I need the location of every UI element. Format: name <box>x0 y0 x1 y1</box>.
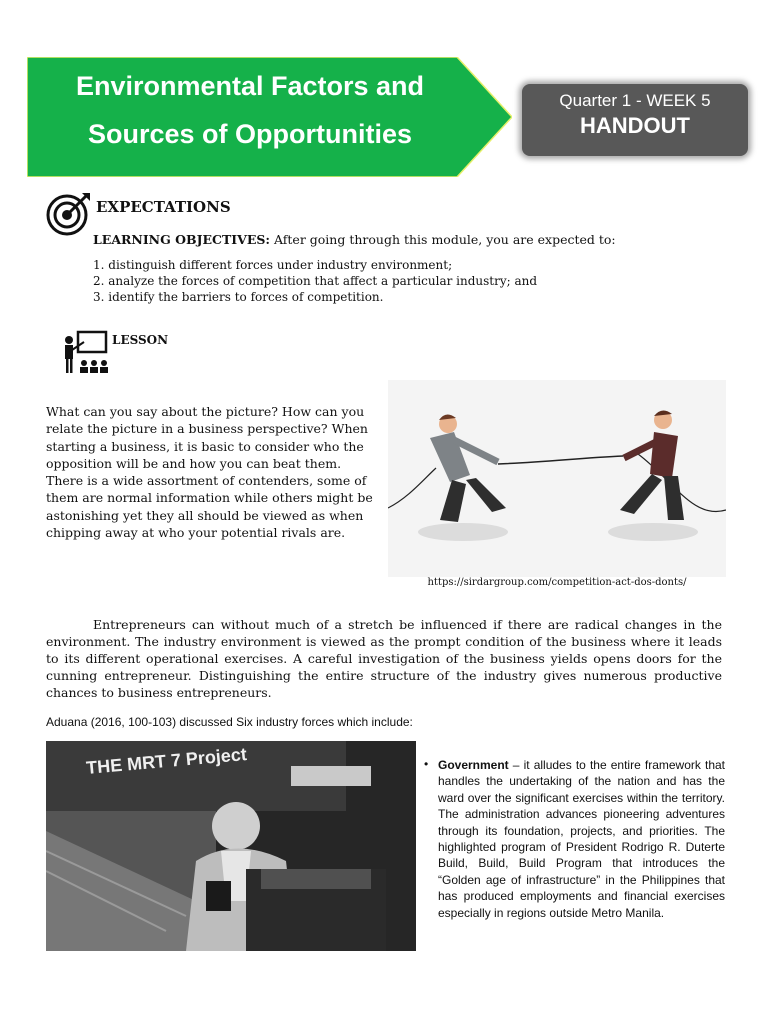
government-description: – it alludes to the entire framework that handles the undertaking of the nation and has the ward over the significant exercises within the territory. The administration advances pioneering adventures through its foundation, projects, and priorities. The highlighted program of President Rodrigo R. Duterte Build, Build, Build Program that introduces the “Golden age of infrastructure” in the Philippines that has produced employments and financial exercises especially in regions outside Metro Manila. <box>438 758 725 920</box>
mrt7-banner-text: THE MRT 7 Project <box>85 744 248 778</box>
six-forces-intro: Aduana (2016, 100-103) discussed Six industry forces which include: <box>46 715 413 729</box>
industry-environment-paragraph: Entrepreneurs can without much of a stretch be influenced if there are radical changes in the environment. The industry environment is viewed as the prompt condition of the business where it leads to its different operational exercises. A careful investigation of the business yields opens doors for the cunning entrepreneur. Distinguishing the entire structure of the industry gives numerous productive chances to business entrepreneurs. <box>46 617 722 700</box>
objective-item: 3. identify the barriers to forces of competition. <box>93 290 384 304</box>
teacher-presentation-icon <box>62 330 110 374</box>
objective-item: 1. distinguish different forces under industry environment; <box>93 258 453 272</box>
tug-of-war-picture <box>388 380 726 577</box>
government-item <box>438 757 725 921</box>
handout-badge <box>522 84 748 156</box>
government-term: Government <box>438 758 509 772</box>
learning-objectives-line <box>93 232 616 247</box>
page-title <box>40 70 460 166</box>
objectives-list <box>93 257 537 305</box>
picture-caption: https://sirdargroup.com/competition-act-dos-donts/ <box>427 577 687 588</box>
title-line-1: Environmental Factors and <box>75 71 425 101</box>
mrt7-speech-photo <box>46 741 416 951</box>
lesson-heading: LESSON <box>112 333 169 347</box>
intro-paragraph: What can you say about the picture? How can you relate the picture in a business perspective? When starting a business, it is basic to consider who the opposition will be and how you can beat them. There is a wide assortment of contenders, some of them are normal information while others might be astonishing yet they all should be viewed as when chipping away at who your potential rivals are. <box>46 404 373 541</box>
bullet-icon: • <box>424 757 429 771</box>
objective-item: 2. analyze the forces of competition that affect a particular industry; and <box>93 274 538 288</box>
handout-label: HANDOUT <box>580 113 690 138</box>
target-icon <box>46 191 92 237</box>
title-line-2: Sources of Opportunities <box>87 119 413 149</box>
learning-objectives-label: LEARNING OBJECTIVES: <box>93 232 270 247</box>
quarter-week-label: Quarter 1 - WEEK 5 <box>559 91 711 110</box>
expectations-heading: EXPECTATIONS <box>96 198 231 216</box>
learning-objectives-intro: After going through this module, you are expected to: <box>270 232 616 247</box>
